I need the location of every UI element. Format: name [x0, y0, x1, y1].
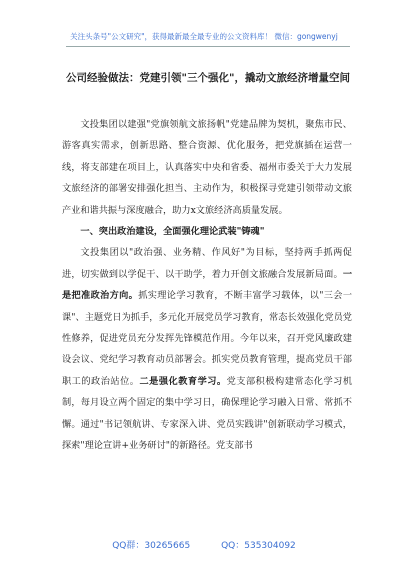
footer-qq-group: QQ群：30265665 [112, 541, 191, 551]
footer-qq: QQ：535304092 [221, 541, 296, 551]
paragraph-text: 文投集团以"政治强、业务精、作风好"为目标，坚持两手抓两促进，切实做到以学促干、以干助学，着力开创文旅融合发展新局面。 [62, 247, 352, 280]
bold-point-1: 一是把准政治方向。 [62, 268, 352, 302]
document-title: 公司经验做法：党建引领"三个强化"，撬动文旅经济增量空间 [66, 72, 350, 84]
paragraph-text: 抓实理论学习教育，不断丰富学习载体，以"三会一课"、主题党日为抓手，多元化开展党员学习教育，常态长效强化党员党性修养，促进党员充分发挥先锋模范作用。今年以来，召开党风廉政建设会议、党纪学习教育动员部署会。抓实党员教育管理，提高党员干部职工的政治站位。 [62, 290, 353, 387]
section-heading: 一、突出政治建设，全面强化理论武装"铸魂" [80, 226, 265, 238]
document-body [62, 114, 352, 457]
paragraph-text: 党支部积极构建常态化学习机制，每月设立两个固定的集中学习日，确保理论学习融入日常、常抓不懈。通过"书记领航讲、专家深入讲、党员实践讲"创新联动学习模式，探索"理论宣讲+业务研讨"的新路径。党支部书 [62, 375, 353, 452]
section-paragraph [62, 242, 352, 456]
intro-paragraph: 文投集团以建强"党旗领航文旅扬帆"党建品牌为契机，聚焦市民、游客真实需求，创新思路、整合资源、优化服务，把党旗插在运营一线，将支部建在项目上，认真落实中央和省委、福州市委关于大力发展文旅经济的部署安排强化担当、主动作为，积极探寻党建引领带动文旅产业和谐共振与深度融合，助力x文旅经济高质量发展。 [62, 119, 352, 216]
header-divider [66, 46, 350, 47]
bold-point-2: 二是强化教育学习。 [139, 375, 227, 387]
footer [0, 538, 408, 551]
header-note: 关注头条号"公文研究"，获得最新最全最专业的公文资料库！ 微信：gongwenyj [70, 32, 338, 41]
